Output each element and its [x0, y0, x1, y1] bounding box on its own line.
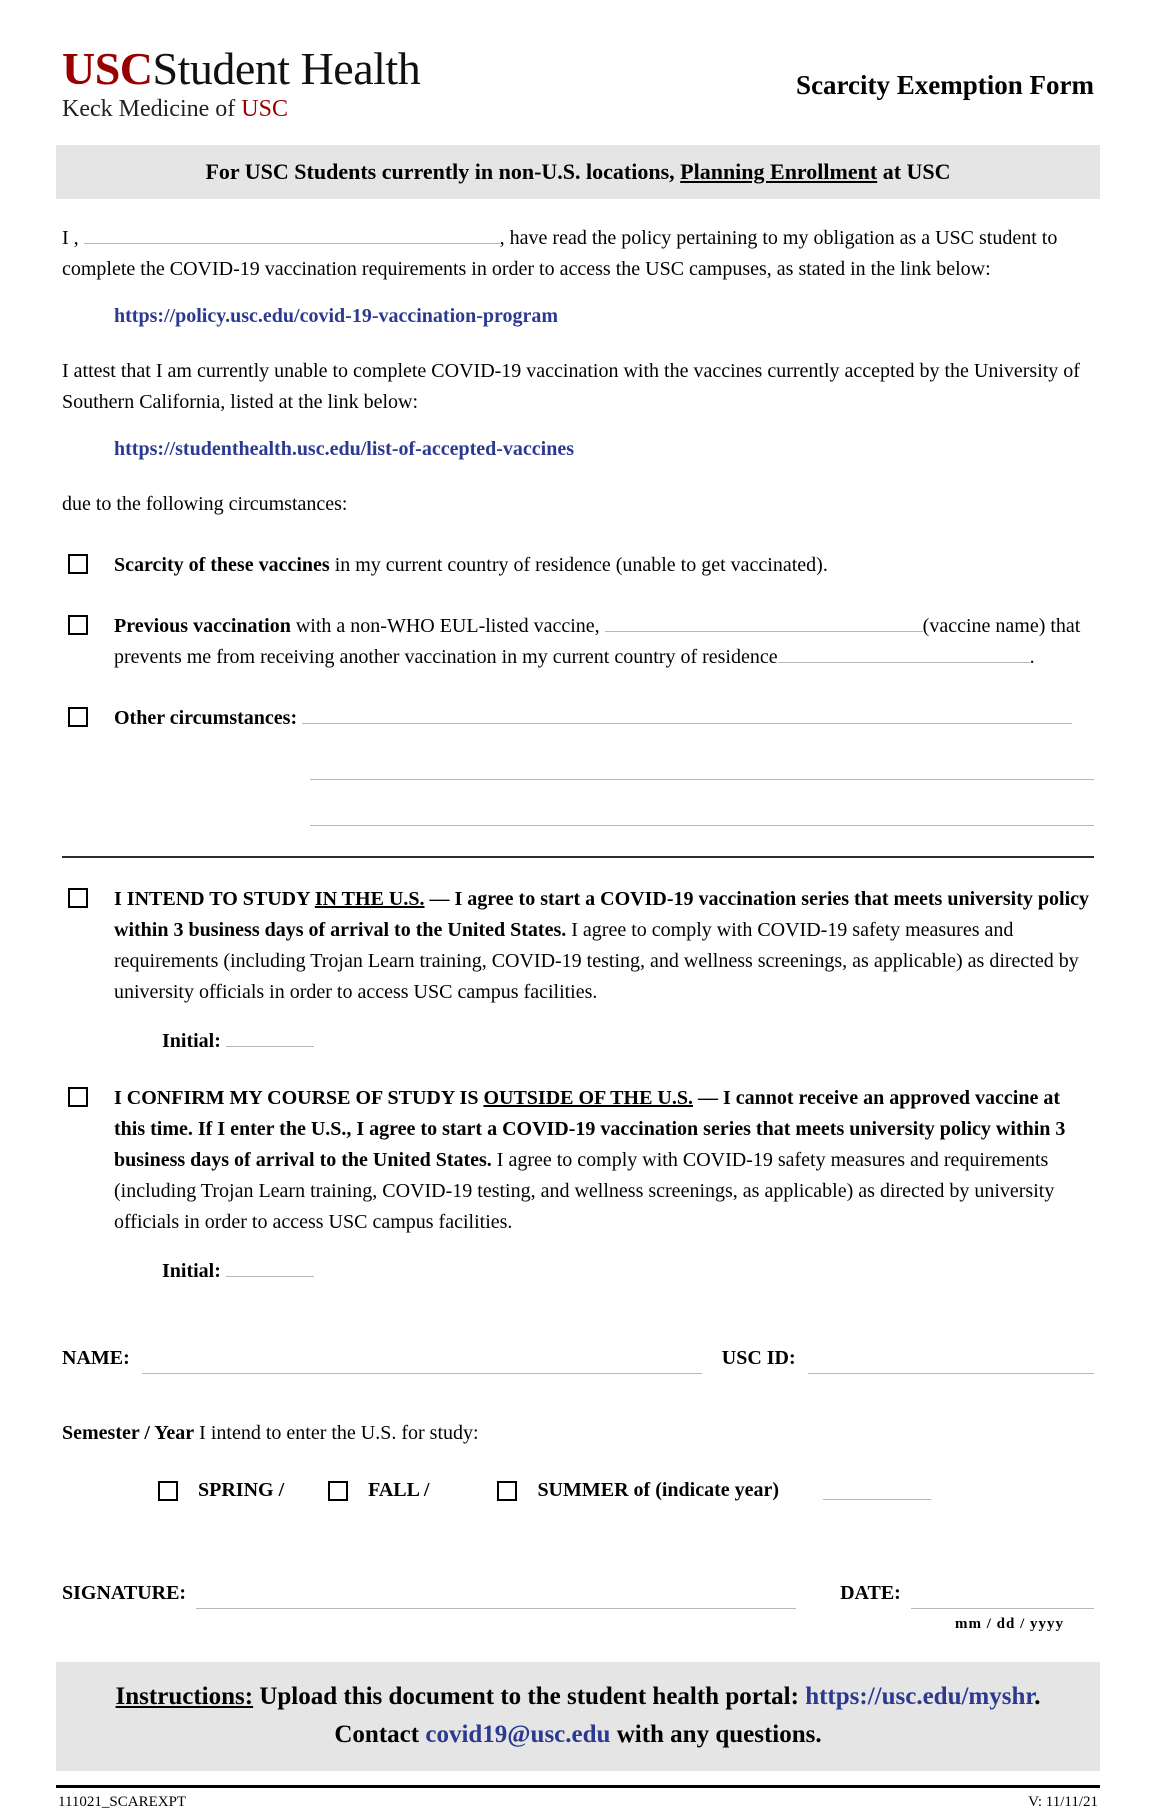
signature-blank[interactable]	[196, 1587, 796, 1609]
keck-tagline-prefix: Keck Medicine of	[62, 96, 242, 122]
agreement-outside-us-text	[114, 1083, 1094, 1238]
inside-us-underlined: IN THE U.S.	[314, 888, 425, 910]
checkbox-other-circumstances[interactable]	[68, 707, 88, 727]
circumstance-row-scarcity	[62, 550, 1094, 581]
checkbox-intend-study-in-us[interactable]	[68, 888, 88, 908]
logo-usc-text: USC	[62, 43, 153, 94]
outside-us-normal: I agree to comply with COVID-19 safety measures and requirements (including Trojan Learn training, COVID-19 testing, and wellness screenings, as applicable) as directed by university officials in order to access USC campus facilities.	[114, 1149, 1055, 1233]
other-bold-text: Other circumstances:	[114, 707, 298, 729]
signature-date-row	[62, 1578, 1094, 1609]
usc-student-health-logo	[62, 43, 421, 94]
agreement-inside-us-text	[114, 884, 1094, 1008]
name-blank[interactable]	[142, 1352, 702, 1374]
spring-label: SPRING /	[198, 1479, 285, 1501]
banner-prefix: For USC Students currently in non-U.S. locations,	[205, 159, 681, 184]
student-name-blank[interactable]	[84, 224, 500, 244]
circumstance-row-previous-vaccination	[62, 611, 1094, 673]
usc-id-label: USC ID:	[721, 1347, 796, 1369]
instructions-text-1: Upload this document to the student health portal:	[253, 1683, 806, 1711]
semester-year-bold: Semester / Year	[62, 1422, 195, 1444]
instructions-line2-post: with any questions.	[610, 1720, 822, 1748]
other-circumstances-blank-2[interactable]	[310, 760, 1094, 780]
year-blank[interactable]	[823, 1482, 931, 1500]
circumstance-other-text	[114, 703, 1094, 734]
vaccine-name-hint: (vaccine name)	[922, 615, 1046, 637]
page-title: Scarcity Exemption Form	[796, 70, 1094, 100]
name-id-row	[62, 1343, 1094, 1374]
circumstance-scarcity-text	[114, 550, 1094, 581]
signature-label: SIGNATURE:	[62, 1582, 187, 1604]
instructions-line2-pre: Contact	[334, 1720, 426, 1748]
inside-us-normal: I agree to comply with COVID-19 safety measures and requirements (including Trojan Learn training, COVID-19 testing, and wellness screenings, as applicable) as directed by university officials in order to access USC campus facilities.	[114, 919, 1079, 1003]
circumstance-row-other	[62, 703, 1094, 734]
usc-id-blank[interactable]	[808, 1352, 1094, 1374]
initial-row-inside-us	[162, 1026, 1094, 1057]
footer	[56, 1788, 1100, 1811]
other-circumstances-blank-1[interactable]	[302, 704, 1072, 724]
initial-label-outside-us: Initial:	[162, 1260, 221, 1282]
other-circumstances-blank-3[interactable]	[310, 806, 1094, 826]
inside-us-bold-post: — I agree to start a COVID-19 vaccination series that meets university policy within 3 business days of arrival to the United States.	[114, 888, 1090, 941]
date-format-hint: mm / dd / yyyy	[954, 1616, 1064, 1632]
banner-underlined: Planning Enrollment	[680, 159, 878, 184]
agreement-row-inside-us	[62, 884, 1094, 1008]
season-checkbox-row	[158, 1475, 1094, 1506]
semester-year-line	[62, 1418, 1094, 1449]
initial-blank-outside-us[interactable]	[226, 1257, 314, 1277]
checkbox-spring[interactable]	[158, 1481, 178, 1501]
intro-p1-before: I ,	[62, 227, 79, 249]
residence-country-blank[interactable]	[778, 643, 1030, 663]
agreement-row-outside-us	[62, 1083, 1094, 1238]
keck-tagline-usc: USC	[241, 96, 288, 122]
scarcity-bold-text: Scarcity of these vaccines	[114, 554, 330, 576]
instructions-period: .	[1034, 1683, 1041, 1711]
circumstance-previous-text	[114, 611, 1094, 673]
checkbox-summer[interactable]	[497, 1481, 517, 1501]
intro-p1-after: , have read the policy pertaining to my obligation as a USC student to complete the COVID-19 vaccination requirements in order to access the USC campuses, as stated in the link below:	[62, 227, 1058, 280]
audience-banner	[56, 145, 1100, 199]
instructions-banner	[56, 1662, 1100, 1771]
previous-normal-text-1: with a non-WHO EUL-listed vaccine,	[290, 615, 600, 637]
outside-us-bold-pre: I CONFIRM MY COURSE OF STUDY IS	[114, 1087, 484, 1109]
fall-label: FALL /	[368, 1479, 430, 1501]
header	[56, 43, 1100, 123]
date-blank[interactable]	[911, 1587, 1094, 1609]
banner-suffix: at USC	[877, 159, 951, 184]
checkbox-fall[interactable]	[328, 1481, 348, 1501]
footer-document-code: 111021_SCAREXPT	[58, 1794, 187, 1811]
vaccine-name-blank[interactable]	[605, 612, 923, 632]
initial-row-outside-us	[162, 1256, 1094, 1287]
logo-block	[62, 43, 421, 123]
covid19-email-link[interactable]: covid19@usc.edu	[425, 1720, 611, 1748]
myshr-portal-link[interactable]: https://usc.edu/myshr	[805, 1683, 1035, 1711]
previous-normal-text-2: that prevents me from receiving another vaccination in my current country of residence	[114, 615, 1081, 668]
semester-year-text: I intend to enter the U.S. for study:	[194, 1422, 479, 1444]
inside-us-bold-pre: I INTEND TO STUDY	[114, 888, 315, 910]
accepted-vaccines-link[interactable]: https://studenthealth.usc.edu/list-of-accepted-vaccines	[114, 438, 574, 460]
scarcity-normal-text: in my current country of residence (unable to get vaccinated).	[329, 554, 828, 576]
intro-paragraph-2: I attest that I am currently unable to complete COVID-19 vaccination with the vaccines currently accepted by the University of Southern California, listed at the link below:	[62, 360, 1080, 413]
checkbox-previous-vaccination[interactable]	[68, 615, 88, 635]
outside-us-bold-post: — I cannot receive an approved vaccine at this time. If I enter the U.S., I agree to start a COVID-19 vaccination series that meets university policy within 3 business days of arrival to the United States.	[114, 1087, 1066, 1171]
keck-medicine-tagline	[62, 96, 420, 123]
name-label: NAME:	[62, 1347, 130, 1369]
previous-period: .	[1029, 646, 1035, 668]
date-label: DATE:	[840, 1582, 901, 1604]
vaccination-policy-link[interactable]: https://policy.usc.edu/covid-19-vaccination-program	[114, 305, 559, 327]
initial-blank-inside-us[interactable]	[226, 1027, 314, 1047]
summer-label: SUMMER of (indicate year)	[537, 1479, 780, 1501]
instructions-label: Instructions:	[115, 1683, 254, 1711]
circumstances-lead-in: due to the following circumstances:	[62, 493, 348, 515]
initial-label-inside-us: Initial:	[162, 1030, 221, 1052]
section-divider	[62, 856, 1094, 858]
checkbox-scarcity[interactable]	[68, 554, 88, 574]
intro-paragraph-1	[62, 223, 1094, 285]
outside-us-underlined: OUTSIDE OF THE U.S.	[483, 1087, 693, 1109]
footer-version: V: 11/11/21	[1028, 1794, 1098, 1811]
logo-student-health-text: Student Health	[152, 43, 421, 94]
previous-bold-text: Previous vaccination	[114, 615, 291, 637]
checkbox-study-outside-us[interactable]	[68, 1087, 88, 1107]
